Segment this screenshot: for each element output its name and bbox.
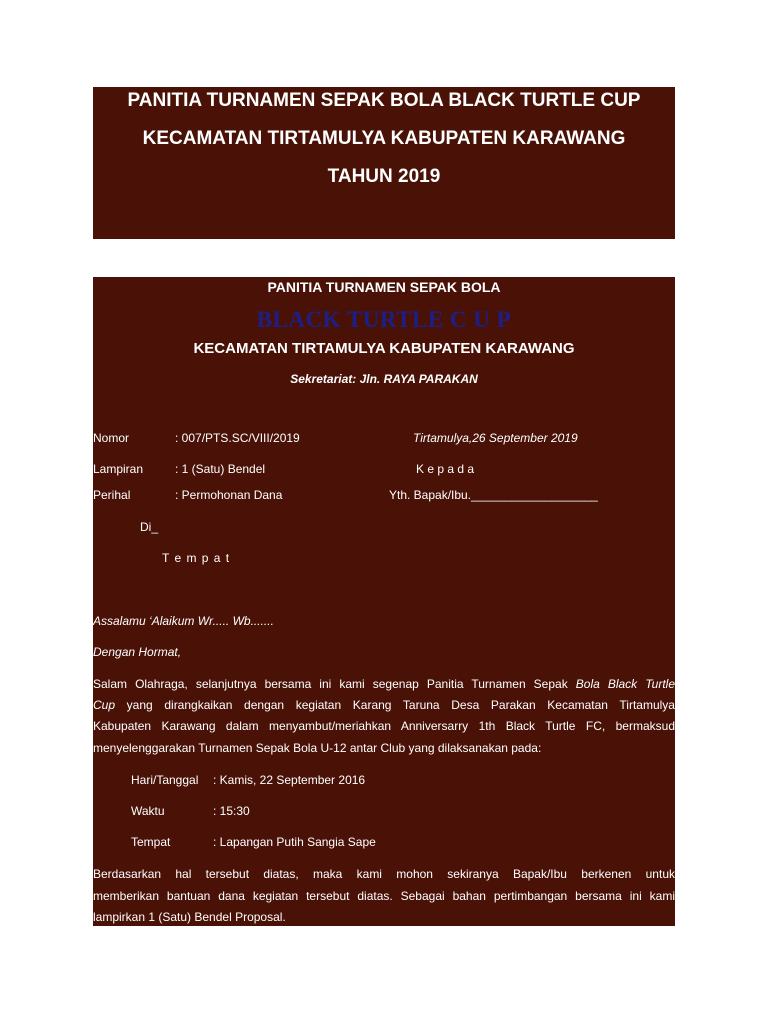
para1-line2: Cup yang dirangkaikan dengan kegiatan Karang Taruna Desa Parakan Kecamatan Tirtamulya xyxy=(93,698,675,712)
lampiran-value: : 1 (Satu) Bendel xyxy=(175,462,266,476)
header-banner xyxy=(93,87,675,239)
di-label: Di_ xyxy=(140,520,159,534)
perihal-label: Perihal xyxy=(93,488,131,502)
tempat-detail-value: : Lapangan Putih Sangia Sape xyxy=(213,835,376,849)
recipient-line: Yth. Bapak/Ibu.___________________ xyxy=(389,488,598,502)
kepada-label: K e p a d a xyxy=(416,462,475,476)
para2-line3: lampirkan 1 (Satu) Bendel Proposal. xyxy=(93,910,286,924)
header-title-line3: TAHUN 2019 xyxy=(327,166,441,187)
tempat-detail-label: Tempat xyxy=(131,835,171,849)
para2-line1: Berdasarkan hal tersebut diatas, maka kami mohon sekiranya Bapak/Ibu berkenen untuk xyxy=(93,867,675,881)
para1-line4: menyelenggarakan Turnamen Sepak Bola U-12 antar Club yang dilaksanakan pada: xyxy=(93,741,542,755)
nomor-value: : 007/PTS.SC/VIII/2019 xyxy=(175,431,300,445)
letterhead-brand: BLACK TURTLE C U P xyxy=(256,307,512,332)
letterhead-secretariat: Sekretariat: Jln. RAYA PARAKAN xyxy=(290,372,478,386)
header-title-line2: KECAMATAN TIRTAMULYA KABUPATEN KARAWANG xyxy=(142,128,626,149)
hari-label: Hari/Tanggal xyxy=(131,773,199,787)
waktu-label: Waktu xyxy=(131,804,165,818)
para2-line2: memberikan bantuan dana kegiatan tersebut diatas. Sebagai bahan pertimbangan bersama ini kami xyxy=(93,889,675,903)
tempat-label: T e m p a t xyxy=(162,551,231,565)
letter-body xyxy=(93,277,675,926)
letterhead-district: KECAMATAN TIRTAMULYA KABUPATEN KARAWANG xyxy=(193,340,575,357)
para1-line1: Salam Olahraga, selanjutnya bersama ini kami segenap Panitia Turnamen Sepak Bola Black Turtle xyxy=(93,677,676,691)
perihal-value: : Permohonan Dana xyxy=(175,488,283,502)
header-title-line1: PANITIA TURNAMEN SEPAK BOLA BLACK TURTLE CUP xyxy=(127,90,641,111)
greeting: Assalamu ‘Alaikum Wr..... Wb....... xyxy=(93,614,274,628)
para1-line3: Kabupaten Karawang dalam menyambut/meriahkan Anniversarry 1th Black Turtle FC, bermaksud xyxy=(93,719,675,733)
nomor-label: Nomor xyxy=(93,431,130,445)
letter-date: Tirtamulya,26 September 2019 xyxy=(413,431,578,445)
letterhead-org: PANITIA TURNAMEN SEPAK BOLA xyxy=(267,279,501,295)
hari-value: : Kamis, 22 September 2016 xyxy=(213,773,366,787)
salutation: Dengan Hormat, xyxy=(93,645,182,659)
waktu-value: : 15:30 xyxy=(213,804,250,818)
lampiran-label: Lampiran xyxy=(93,462,144,476)
